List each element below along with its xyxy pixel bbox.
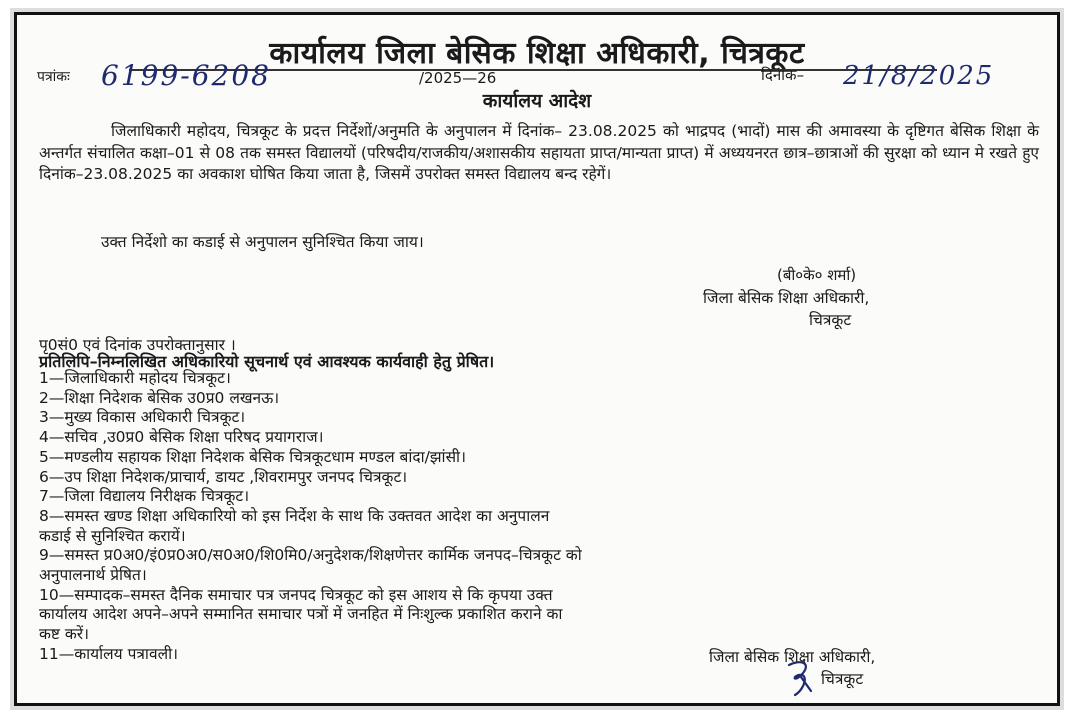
list-item: 3—मुख्य विकास अधिकारी चित्रकूट।: [39, 408, 246, 427]
order-title: कार्यालय आदेश: [482, 90, 592, 112]
order-body-paragraph: जिलाधिकारी महोदय, चित्रकूट के प्रदत्त निर्देशों/अनुमति के अनुपालन में दिनांक– 23.08.2025 को भाद्रपद (भादों) मास की अमावस्या के दृष्टिगत बेसिक शिक्षा के अन्तर्गत संचालित कक्षा–01 से 08 तक समस्त विद्यालयों (परिषदीय/राजकीय/अशासकीय सहायता प्राप्त/मान्यता प्राप्त) में अध्ययनरत छात्र–छात्राओं की सुरक्षा को ध्यान मे रखते हुए दिनांक–23.08.2025 का अवकाश घोषित किया जाता है, जिसमें उपरोक्त समस्त विद्यालय बन्द रहेगें।: [39, 122, 1039, 183]
list-item: 1—जिलाधिकारी महोदय चित्रकूट।: [39, 369, 231, 387]
list-item: कार्यालय आदेश अपने–अपने सम्मानित समाचार पत्रों में जनहित में निःशुल्क प्रकाशित कराने का: [39, 605, 563, 624]
list-item: अनुपालनार्थ प्रेषित।: [39, 566, 147, 585]
compliance-instruction: उक्त निर्देशो का कडाई से अनुपालन सुनिश्चित किया जाय।: [101, 233, 424, 251]
date-label: दिनांक–: [761, 66, 805, 84]
office-order-document: [17, 15, 1057, 703]
handwritten-signature: [781, 655, 821, 699]
list-item: कष्ट करें।: [39, 625, 90, 644]
ref-number-handwritten: 6199-6208: [101, 59, 271, 92]
officer-place: चित्रकूट: [809, 311, 852, 329]
ref-year: /2025—26: [419, 69, 497, 87]
copy-recipient-list: [39, 369, 1039, 665]
closing-place: चित्रकूट: [821, 670, 864, 688]
date-handwritten: 21/8/2025: [843, 61, 995, 91]
list-item: 4—सचिव ,उ0प्र0 बेसिक शिक्षा परिषद प्रयागराज।: [39, 428, 324, 447]
officer-designation: जिला बेसिक शिक्षा अधिकारी,: [703, 289, 870, 307]
list-item: 11—कार्यालय पत्रावली।: [39, 644, 178, 663]
officer-name: (बी०के० शर्मा): [777, 266, 857, 284]
list-item: कडाई से सुनिश्चित करायें।: [39, 526, 186, 545]
office-title: कार्यालय जिला बेसिक शिक्षा अधिकारी, चित्रकूट: [269, 36, 805, 71]
list-item: 8—समस्त खण्ड शिक्षा अधिकारियो को इस निर्देश के साथ कि उक्तवत आदेश का अनुपालन: [39, 506, 550, 525]
list-item: 2—शिक्षा निदेशक बेसिक उ0प्र0 लखनऊ।: [39, 388, 280, 407]
list-item: 5—मण्डलीय सहायक शिक्षा निदेशक बेसिक चित्रकूटधाम मण्डल बांदा/झांसी।: [39, 447, 466, 466]
list-item: 7—जिला विद्यालय निरीक्षक चित्रकूट।: [39, 487, 250, 506]
copy-to-heading: प्रतिलिपि–निम्नलिखित अधिकारियो सूचनार्थ एवं आवश्यक कार्यवाही हेतु प्रेषित।: [39, 352, 495, 371]
reference-line: पृ0सं0 एवं दिनांक उपरोक्तानुसार ।: [39, 336, 236, 354]
list-item: 9—समस्त प्र0अ0/इं0प्र0अ0/स0अ0/शि0मि0/अनुदेशक/शिक्षणेत्तर कार्मिक जनपद–चित्रकूट को: [39, 546, 582, 565]
list-item: 6—उप शिक्षा निदेशक/प्राचार्य, डायट ,शिवरामपुर जनपद चित्रकूट।: [39, 467, 408, 486]
closing-designation: जिला बेसिक शिक्षा अधिकारी,: [709, 648, 876, 666]
ref-number-label: पत्रांकः: [37, 69, 70, 85]
list-item: 10—सम्पादक–समस्त दैनिक समाचार पत्र जनपद चित्रकूट को इस आशय से कि कृपया उक्त: [39, 585, 553, 604]
document-frame: [14, 12, 1060, 706]
